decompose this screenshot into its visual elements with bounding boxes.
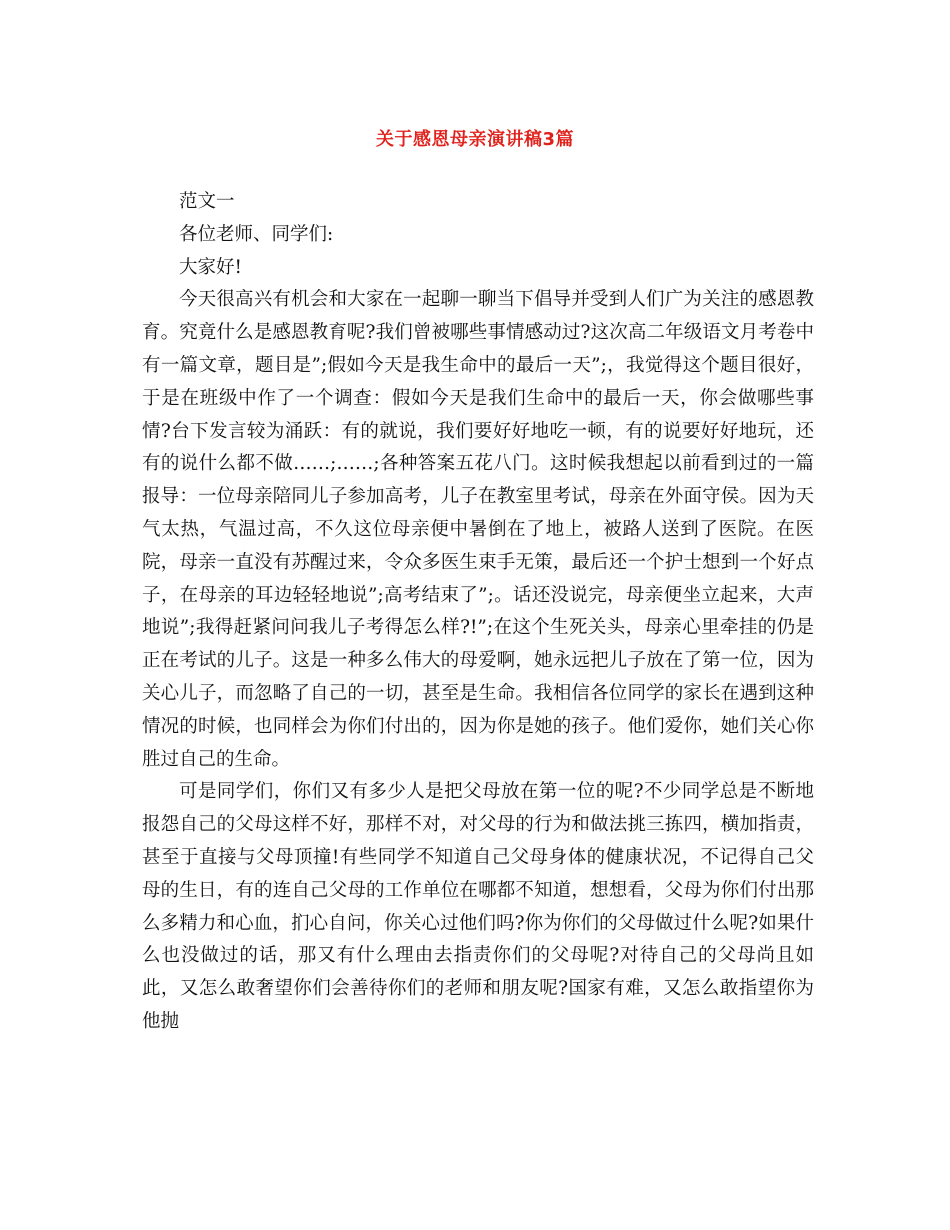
- document-title: 关于感恩母亲演讲稿3篇: [375, 129, 575, 150]
- section-label: 范文一: [179, 191, 235, 212]
- document-body: [142, 186, 814, 1039]
- greeting: 大家好!: [179, 256, 242, 278]
- body-paragraph: 今天很高兴有机会和大家在一起聊一聊当下倡导并受到人们广为关注的感恩教育。究竟什么是感恩教育呢?我们曾被哪些事情感动过?这次高二年级语文月考卷中有一篇文章，题目是”;假如今天是我生命中的最后一天”;，我觉得这个题目很好，于是在班级中作了一个调查：假如今天是我们生命中的最后一天，你会做哪些事情?台下发言较为涌跃：有的就说，我们要好好地吃一顿，有的说要好好地玩，还有的说什么都不做……;……;各种答案五花八门。这时候我想起以前看到过的一篇报导：一位母亲陪同儿子参加高考，儿子在教室里考试，母亲在外面守侯。因为天气太热，气温过高，不久这位母亲便中暑倒在了地上，被路人送到了医院。在医院，母亲一直没有苏醒过来，令众多医生束手无策，最后还一个护士想到一个好点子，在母亲的耳边轻轻地说”;高考结束了”;。话还没说完，母亲便坐立起来，大声地说”;我得赶紧问问我儿子考得怎么样?!”;在这个生死关头，母亲心里牵挂的仍是正在考试的儿子。这是一种多么伟大的母爱啊，她永远把儿子放在了第一位，因为关心儿子，而忽略了自己的一切，甚至是生命。我相信各位同学的家长在遇到这种情况的时候，也同样会为你们付出的，因为你是她的孩子。他们爱你，她们关心你胜过自己的生命。: [142, 289, 814, 770]
- body-paragraph: 可是同学们，你们又有多少人是把父母放在第一位的呢?不少同学总是不断地报怨自己的父母这样不好，那样不对，对父母的行为和做法挑三拣四，横加指责，甚至于直接与父母顶撞!有些同学不知道自己父母身体的健康状况，不记得自己父母的生日，有的连自己父母的工作单位在哪都不知道，想想看，父母为你们付出那么多精力和心血，扪心自问，你关心过他们吗?你为你们的父母做过什么呢?如果什么也没做过的话，那又有什么理由去指责你们的父母呢?对待自己的父母尚且如此，又怎么敢奢望你们会善待你们的老师和朋友呢?国家有难，又怎么敢指望你为他抛: [142, 781, 814, 1032]
- salutation: 各位老师、同学们:: [179, 223, 334, 245]
